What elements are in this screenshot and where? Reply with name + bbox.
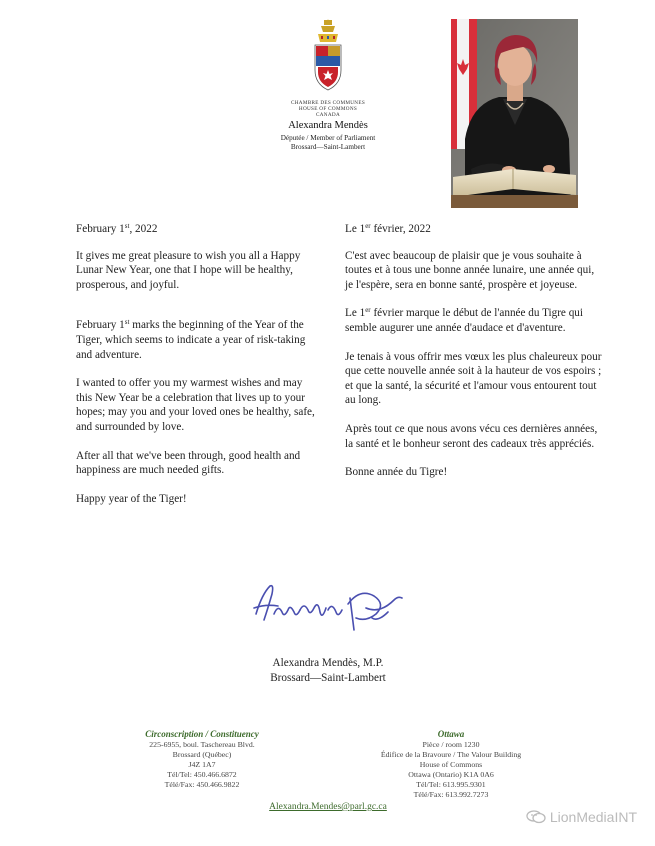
letter-date-en	[76, 222, 316, 237]
ottawa-fax: Télé/Fax: 613.992.7273	[413, 790, 489, 799]
caption-line-country: CANADA	[316, 112, 340, 119]
french-letter	[345, 222, 605, 494]
chat-bubble-icon	[526, 810, 546, 824]
paragraph-en-3: I wanted to offer you my warmest wishes and may this New Year be a celebration that lives up to your hopes; may you and your loved ones be healthy, safe, and surrounded by love.	[76, 377, 315, 433]
p2-fr-rest: février marque le début de l'année du Tigre qui semble augurer une année d'audace et d'aventure.	[345, 307, 583, 334]
constituency-address-2: Brossard (Québec)	[172, 750, 232, 759]
paragraph-en-1: It gives me great pleasure to wish you all a Happy Lunar New Year, one that I hope will be healthy, prosperous, and joyful.	[76, 249, 301, 291]
constituency-office	[110, 728, 294, 790]
signature-name: Alexandra Mendès, M.P.	[272, 657, 384, 669]
paragraph-fr-4: Après tout ce que nous avons vécu ces dernières années, la santé et le bonheur seront des cadeaux très appréciés.	[345, 422, 598, 450]
watermark	[526, 809, 637, 825]
ottawa-building: Édifice de la Bravoure / The Valour Building	[380, 750, 522, 759]
constituency-address-1: 225-6955, boul. Taschereau Blvd.	[149, 740, 255, 749]
coat-of-arms-icon	[309, 18, 347, 96]
constituency-phone: Tél/Tel: 450.466.6872	[167, 770, 237, 779]
caption-line-en: HOUSE OF COMMONS	[298, 106, 358, 113]
ottawa-house: House of Commons	[419, 760, 483, 769]
paragraph-en-4: After all that we've been through, good health and happiness are much needed gifts.	[76, 449, 301, 477]
mp-role: Députée / Member of Parliament	[280, 134, 376, 142]
house-of-commons-caption	[240, 100, 416, 119]
p2-fr-ordinal: er	[365, 306, 371, 315]
email-link[interactable]: Alexandra.Mendes@parl.gc.ca	[269, 802, 387, 812]
ottawa-heading: Ottawa	[437, 729, 465, 739]
constituency-heading: Circonscription / Constituency	[145, 729, 259, 739]
mp-role-block	[230, 134, 426, 152]
ottawa-phone: Tél/Tel: 613.995.9301	[416, 780, 486, 789]
date-fr-text: Le 1	[345, 223, 366, 235]
english-letter	[76, 222, 316, 520]
paragraph-fr-1: C'est avec beaucoup de plaisir que je vous souhaite à toutes et à tous une bonne année lunaire, une année qui, je l'espère, sera en bonne santé, prospère et joyeuse.	[345, 249, 595, 291]
paragraph-fr-2	[345, 306, 605, 335]
paragraph-fr-5: Bonne année du Tigre!	[345, 466, 448, 479]
portrait-photo	[451, 19, 578, 208]
ottawa-room: Pièce / room 1230	[422, 740, 480, 749]
p2-en-prefix: February 1	[76, 319, 125, 332]
ottawa-city: Ottawa (Ontario) K1A 0A6	[408, 770, 494, 779]
paragraph-fr-3: Je tenais à vous offrir mes vœux les plus chaleureux pour que cette nouvelle année soit à la hauteur de vos espoirs ; et que la santé, la sécurité et l'amour vous entourent tout au long.	[345, 350, 602, 407]
date-en-year: , 2022	[129, 223, 158, 235]
watermark-text: LionMediaINT	[549, 809, 637, 825]
paragraph-en-5: Happy year of the Tiger!	[76, 492, 187, 505]
handwritten-signature	[248, 574, 408, 636]
p2-en-ordinal: st	[124, 318, 130, 327]
ottawa-office	[353, 728, 549, 800]
date-fr-ordinal: er	[365, 222, 371, 230]
signature-riding: Brossard—Saint-Lambert	[270, 671, 386, 684]
p2-fr-prefix: Le 1	[345, 307, 366, 320]
p2-en-rest: marks the beginning of the Year of the Tiger, which seems to indicate a year of risk-taking and adventure.	[76, 319, 306, 361]
constituency-fax: Télé/Fax: 450.466.9822	[164, 780, 240, 789]
letter-date-fr	[345, 222, 605, 237]
signature-block	[230, 656, 426, 685]
constituency-postal: J4Z 1A7	[188, 760, 216, 769]
date-en-ordinal: st	[124, 222, 130, 230]
date-en-text: February 1	[76, 223, 125, 235]
paragraph-en-2	[76, 318, 316, 362]
mp-name: Alexandra Mendès	[288, 120, 368, 131]
date-fr-year: février, 2022	[370, 223, 431, 235]
caption-line-fr: CHAMBRE DES COMMUNES	[290, 100, 366, 106]
mp-riding: Brossard—Saint-Lambert	[290, 143, 366, 151]
